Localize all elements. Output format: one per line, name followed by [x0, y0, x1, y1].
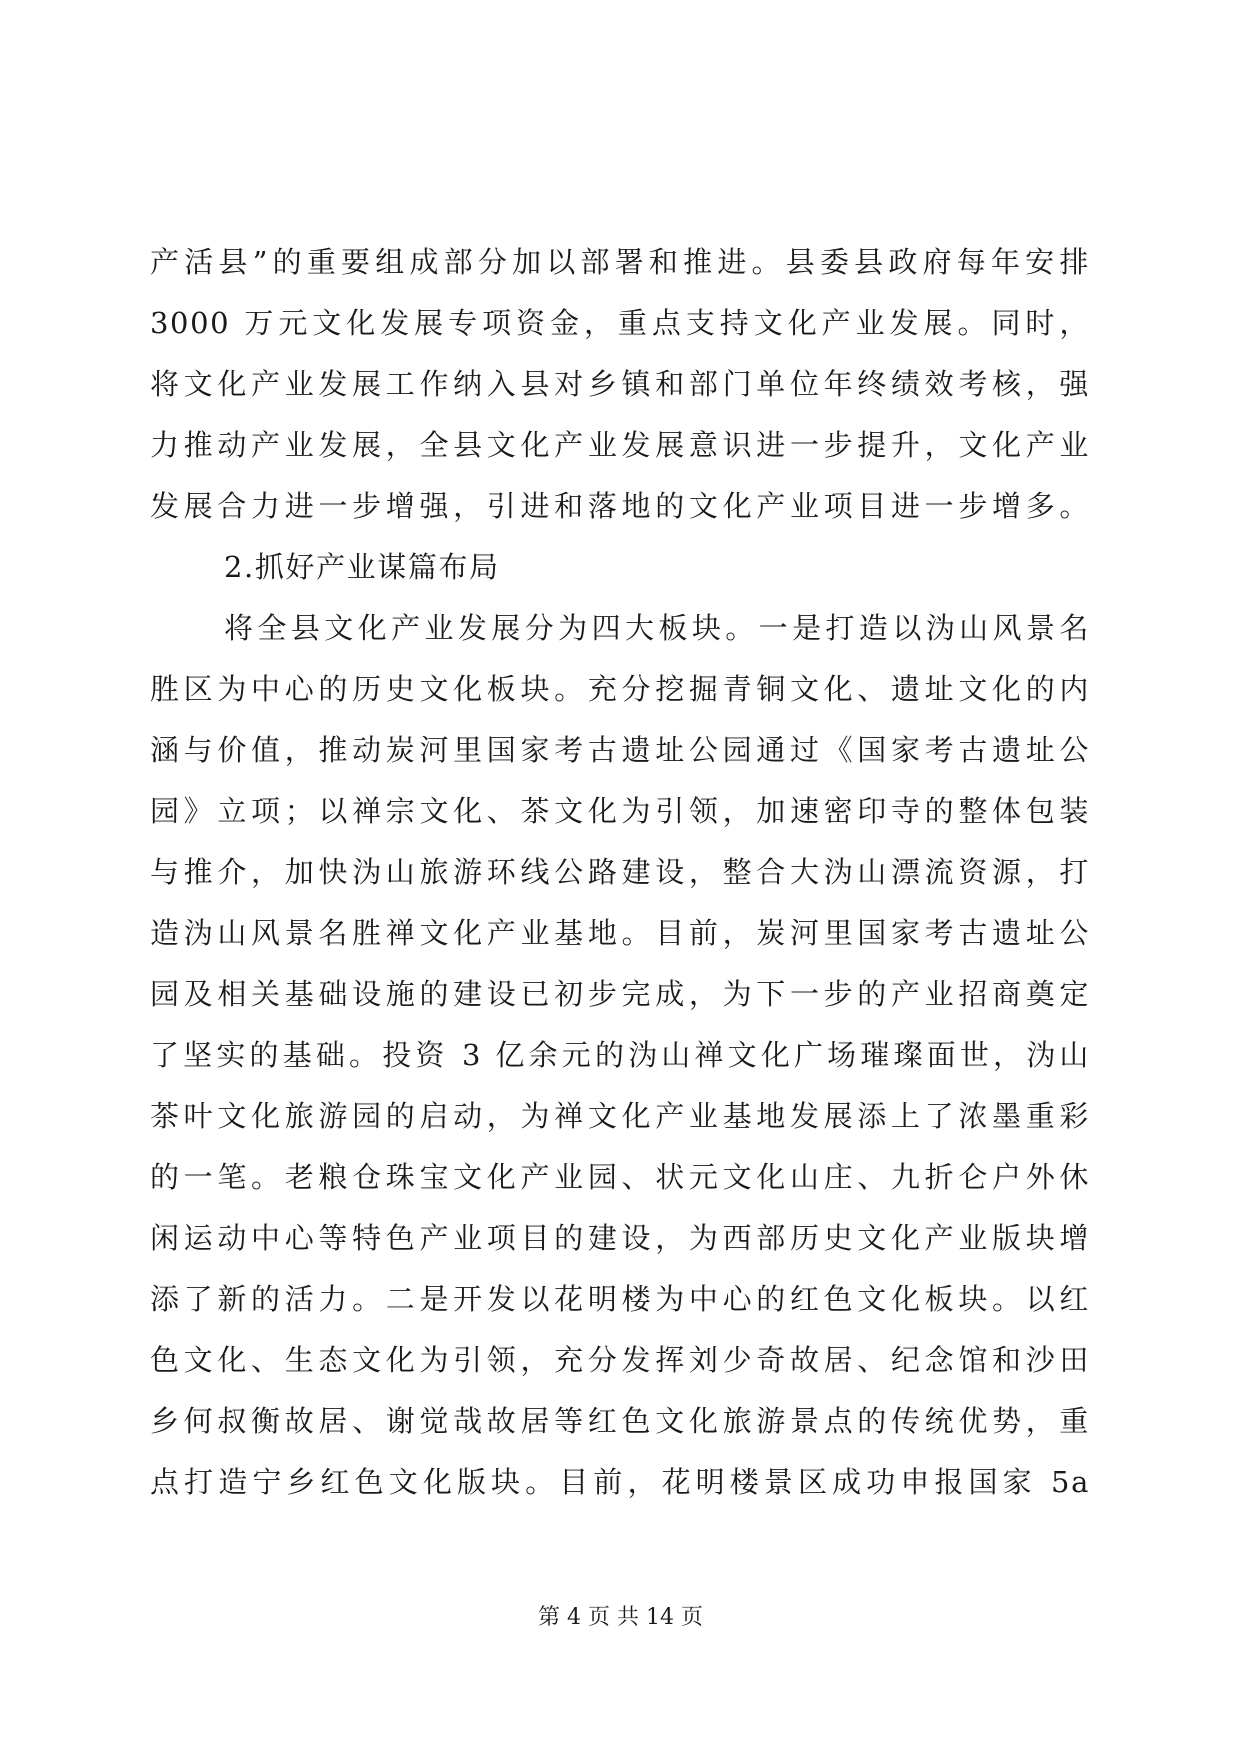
text-line: 产活县”的重要组成部分加以部署和推进。县委县政府每年安排	[150, 245, 1090, 279]
body-text	[150, 232, 1090, 1513]
text-line: 闲运动中心等特色产业项目的建设，为西部历史文化产业版块增	[150, 1221, 1090, 1255]
text-line: 点打造宁乡红色文化版块。目前，花明楼景区成功申报国家 5a	[150, 1465, 1090, 1499]
text-line: 胜区为中心的历史文化板块。充分挖掘青铜文化、遗址文化的内	[150, 672, 1090, 706]
text-line: 园》立项；以禅宗文化、茶文化为引领，加速密印寺的整体包装	[150, 794, 1090, 828]
text-line: 涵与价值，推动炭河里国家考古遗址公园通过《国家考古遗址公	[150, 733, 1090, 767]
text-line: 色文化、生态文化为引领，充分发挥刘少奇故居、纪念馆和沙田	[150, 1343, 1090, 1377]
text-line: 力推动产业发展，全县文化产业发展意识进一步提升，文化产业	[150, 428, 1090, 462]
text-line: 发展合力进一步增强，引进和落地的文化产业项目进一步增多。	[150, 489, 1090, 523]
text-line: 了坚实的基础。投资 3 亿余元的沩山禅文化广场璀璨面世，沩山	[150, 1038, 1090, 1072]
page-footer: 第 4 页 共 14 页	[538, 1605, 703, 1630]
text-line: 造沩山风景名胜禅文化产业基地。目前，炭河里国家考古遗址公	[150, 916, 1090, 950]
text-line: 园及相关基础设施的建设已初步完成，为下一步的产业招商奠定	[150, 977, 1090, 1011]
section-heading: 2.抓好产业谋篇布局	[224, 550, 500, 584]
text-line: 将全县文化产业发展分为四大板块。一是打造以沩山风景名	[224, 611, 1090, 645]
text-line: 3000 万元文化发展专项资金，重点支持文化产业发展。同时，	[150, 306, 1090, 340]
text-line: 添了新的活力。二是开发以花明楼为中心的红色文化板块。以红	[150, 1282, 1090, 1316]
text-line: 的一笔。老粮仓珠宝文化产业园、状元文化山庄、九折仑户外休	[150, 1160, 1090, 1194]
text-line: 与推介，加快沩山旅游环线公路建设，整合大沩山漂流资源，打	[150, 855, 1090, 889]
text-line: 将文化产业发展工作纳入县对乡镇和部门单位年终绩效考核，强	[150, 367, 1090, 401]
text-line: 乡何叔衡故居、谢觉哉故居等红色文化旅游景点的传统优势，重	[150, 1404, 1090, 1438]
text-line: 茶叶文化旅游园的启动，为禅文化产业基地发展添上了浓墨重彩	[150, 1099, 1090, 1133]
